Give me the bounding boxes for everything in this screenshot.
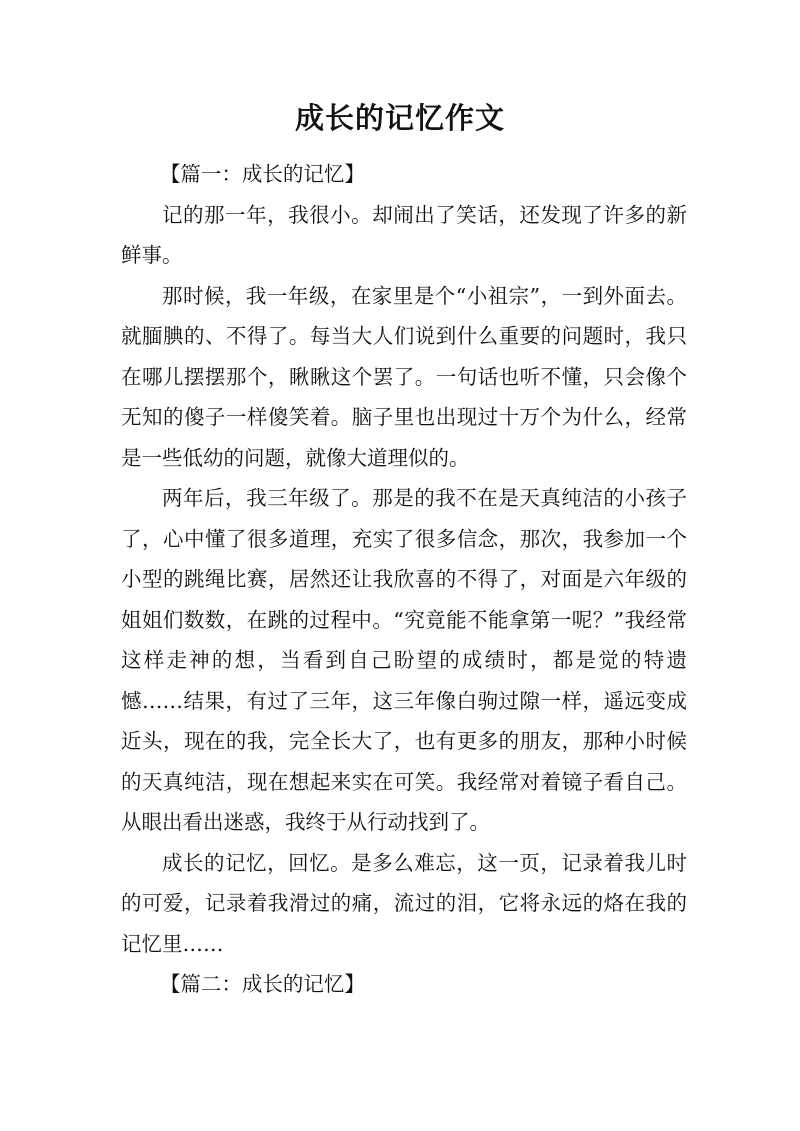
paragraph-2: 那时候，我一年级，在家里是个“小祖宗”，一到外面去。就腼腆的、不得了。每当大人们说到什么重要的问题时，我只在哪儿摆摆那个，瞅瞅这个罢了。一句话也听不懂，只会像个无知的傻子一样傻笑着。脑子里也出现过十万个为什么，经常是一些低幼的问题，就像大道理似的。 <box>121 283 687 470</box>
document-body <box>121 154 687 1005</box>
paragraph-1: 记的那一年，我很小。却闹出了笑话，还发现了许多的新鲜事。 <box>121 202 687 267</box>
section-heading-2: 【篇二：成长的记忆】 <box>159 972 365 996</box>
document-title: 成长的记忆作文 <box>294 101 505 135</box>
section-heading-1: 【篇一：成长的记忆】 <box>159 162 365 186</box>
paragraph-3: 两年后，我三年级了。那是的我不在是天真纯洁的小孩子了，心中懂了很多道理，充实了很多信念，那次，我参加一个小型的跳绳比赛，居然还让我欣喜的不得了，对面是六年级的姐姐们数数，在跳的过程中。“究竟能不能拿第一呢？”我经常这样走神的想，当看到自己盼望的成绩时，都是觉的特遗憾……结果，有过了三年，这三年像白驹过隙一样，遥远变成近头，现在的我，完全长大了，也有更多的朋友，那种小时候的天真纯洁，现在想起来实在可笑。我经常对着镜子看自己。从眼出看出迷惑，我终于从行动找到了。 <box>121 486 687 834</box>
paragraph-4: 成长的记忆，回忆。是多么难忘，这一页，记录着我儿时的可爱，记录着我滑过的痛，流过的泪，它将永远的烙在我的记忆里…… <box>121 850 687 956</box>
